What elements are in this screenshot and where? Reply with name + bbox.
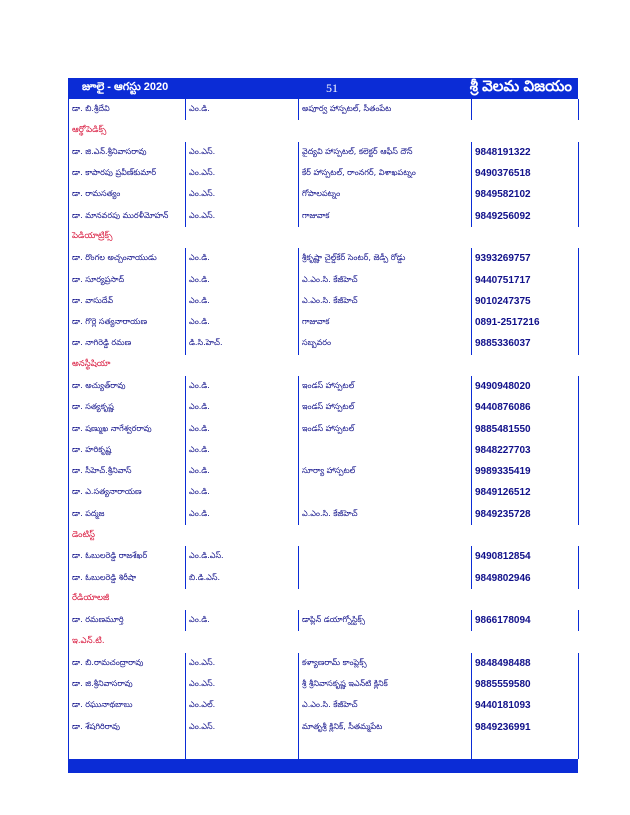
doctor-name: డా. బి.రామచంద్రారావు [69,653,186,674]
table-row [69,546,579,567]
category-filler-cell [472,631,579,652]
doctor-degree [186,738,299,759]
category-filler-cell [186,525,299,546]
table-row [69,163,579,184]
category-filler-cell [472,525,579,546]
doctor-phone: 9010247375 [472,291,579,312]
table-row [69,504,579,525]
doctor-hospital: డాప్లిన్ డయాగ్నోస్టిక్స్ [299,610,472,631]
doctor-degree: ఎం.ఎస్. [186,184,299,205]
table-row [69,717,579,738]
category-filler-cell [299,120,472,141]
doctor-degree: ఎం.డి. [186,312,299,333]
table-row [69,99,579,120]
category-filler-cell [186,227,299,248]
doctor-name: డా. కాపారపు ప్రవీణ్‌కుమార్ [69,163,186,184]
category-filler-cell [186,631,299,652]
table-row [69,376,579,397]
doctor-hospital: శ్రీకృష్ణా చైల్డ్‌కేర్ సెంటర్, జెడ్పీ రోడ్డు [299,248,472,269]
doctor-hospital: ఎ.ఎం.సి. కేజీహెచ్ [299,695,472,716]
doctor-phone: 9849235728 [472,504,579,525]
doctor-hospital: గాజువాక [299,312,472,333]
doctor-degree: ఎం.ఎస్. [186,653,299,674]
category-filler-cell [472,120,579,141]
doctor-degree: ఎం.డి. [186,291,299,312]
category-row [69,525,579,546]
table-row [69,653,579,674]
category-label: రేడియాలజీ [69,589,186,610]
doctor-degree: ఎం.డి. [186,376,299,397]
doctor-phone: 9848191322 [472,142,579,163]
doctor-hospital: గాజువాక [299,205,472,226]
table-row [69,312,579,333]
category-row [69,120,579,141]
table-row [69,269,579,290]
doctor-hospital: ఎ.ఎం.సి. కేజీహెచ్ [299,291,472,312]
table-row [69,568,579,589]
doctor-hospital: కళ్యాణరామ్ కాంప్లెక్స్ [299,653,472,674]
table-row [69,333,579,354]
category-filler-cell [186,355,299,376]
table-row [69,184,579,205]
doctor-degree: ఎం.డి. [186,461,299,482]
doctor-hospital [299,440,472,461]
category-label: ఇ.ఎన్.టి. [69,631,186,652]
doctor-name: డా. వాసుదేవ్ [69,291,186,312]
doctor-name [69,738,186,759]
doctor-hospital: ఇండస్ హాస్పటల్ [299,376,472,397]
table-row [69,440,579,461]
category-label: అనస్థీషియా [69,355,186,376]
doctor-degree: ఎం.డి. [186,397,299,418]
category-filler-cell [186,120,299,141]
doctor-degree: ఎం.ఎస్. [186,717,299,738]
doctor-name: డా. ఎ.సత్యనారాయణ [69,482,186,503]
doctor-name: డా. రామసత్యం [69,184,186,205]
category-filler-cell [472,589,579,610]
doctor-degree: ఎం.డి. [186,248,299,269]
category-filler-cell [299,227,472,248]
doctor-degree: ఎం.డి. [186,418,299,439]
doctor-name: డా. జి.శ్రీనివాసరావు [69,674,186,695]
doctor-name: డా. సూర్యప్రసాద్ [69,269,186,290]
doctor-name: డా. జి.ఎన్.శ్రీనివాసరావు [69,142,186,163]
table-row [69,738,579,759]
category-filler-cell [299,355,472,376]
doctor-phone: 9885559580 [472,674,579,695]
doctor-phone: 9989335419 [472,461,579,482]
doctor-degree: ఎం.డి. [186,269,299,290]
category-row [69,631,579,652]
doctor-phone: 9440181093 [472,695,579,716]
doctor-degree: ఎం.డి. [186,440,299,461]
doctor-name: డా. షణ్ముఖ నాగేశ్వరరావు [69,418,186,439]
doctor-hospital: అపూర్వ హాస్పటల్, సీతంపేట [299,99,472,120]
category-row [69,355,579,376]
doctor-degree: ఎం.డి. [186,610,299,631]
category-filler-cell [299,631,472,652]
table-row [69,610,579,631]
doctor-name: డా. ఓబులరెడ్డి రాజశేఖర్ [69,546,186,567]
category-label: డెంటిస్ట్ [69,525,186,546]
doctor-phone [472,99,579,120]
doctor-name: డా. రమణమూర్తి [69,610,186,631]
doctor-degree: డి.సి.హెచ్. [186,333,299,354]
doctor-phone: 9440751717 [472,269,579,290]
doctor-name: డా. శేషగిరిరావు [69,717,186,738]
doctor-hospital [299,482,472,503]
doctor-phone: 9885481550 [472,418,579,439]
doctor-hospital: ఎ.ఎం.సి. కేజీహెచ్ [299,504,472,525]
doctor-degree: ఎం.డి. [186,99,299,120]
doctor-phone: 0891-2517216 [472,312,579,333]
category-filler-cell [472,355,579,376]
page-footer-bar [68,759,578,773]
doctor-degree: ఎం.డి. [186,504,299,525]
doctor-phone: 9490376518 [472,163,579,184]
doctor-hospital: ఇండస్ హాస్పటల్ [299,418,472,439]
doctor-hospital: ఎ.ఎం.సి. కేజీహెచ్ [299,269,472,290]
table-row [69,482,579,503]
table-row [69,461,579,482]
doctor-name: డా. హరికృష్ణ [69,440,186,461]
doctor-degree: ఎం.ఎస్. [186,674,299,695]
doctor-phone: 9849582102 [472,184,579,205]
doctor-degree: బి.డి.ఎస్. [186,568,299,589]
doctor-hospital: శ్రీ శ్రీనివాసకృష్ణ ఇఎన్‌టి క్లినిక్ [299,674,472,695]
doctor-hospital: ఇండస్ హాస్పటల్ [299,397,472,418]
issue-date: జూలై - ఆగస్టు 2020 [82,81,169,93]
doctor-degree: ఎం.ఎస్. [186,205,299,226]
doctor-hospital: సూర్యా హాస్పటల్ [299,461,472,482]
table-row [69,142,579,163]
doctor-phone: 9849802946 [472,568,579,589]
doctor-phone: 9490812854 [472,546,579,567]
doctor-hospital [299,738,472,759]
doctor-degree: ఎం.డి. [186,482,299,503]
doctor-hospital [299,568,472,589]
category-filler-cell [299,525,472,546]
doctor-name: డా. రఘునాథబాబు [69,695,186,716]
doctors-table [68,99,579,759]
doctor-degree: ఎం.డి.ఎస్. [186,546,299,567]
category-filler-cell [186,589,299,610]
table-row [69,248,579,269]
doctor-degree: ఎం.ఎస్. [186,142,299,163]
doctor-degree: ఎం.ఎల్. [186,695,299,716]
table-row [69,291,579,312]
page-header [68,78,578,99]
doctor-hospital: సబ్బవరం [299,333,472,354]
doctor-hospital: వైద్యవి హాస్పటల్, కలెక్టర్ ఆఫీస్ దౌన్ [299,142,472,163]
category-row [69,227,579,248]
doctor-phone: 9490948020 [472,376,579,397]
doctor-name: డా. బి.శ్రీదేవి [69,99,186,120]
category-filler-cell [299,589,472,610]
category-filler-cell [472,227,579,248]
doctor-phone: 9885336037 [472,333,579,354]
page-number: 51 [326,81,338,95]
doctor-name: డా. సీహెచ్.శ్రీనివాస్ [69,461,186,482]
doctor-name: డా. మానవరపు మురళీమోహన్ [69,205,186,226]
table-row [69,674,579,695]
doctor-phone: 9849256092 [472,205,579,226]
doctor-phone: 9440876086 [472,397,579,418]
table-row [69,205,579,226]
doctor-name: డా. సత్యకృష్ణ [69,397,186,418]
doctor-phone [472,738,579,759]
doctor-name: డా. నాగిరెడ్డి రమణ [69,333,186,354]
table-row [69,418,579,439]
doctor-name: డా. గొర్లె సత్యనారాయణ [69,312,186,333]
doctor-name: డా. అచ్యుత్‌రావు [69,376,186,397]
doctor-phone: 9866178094 [472,610,579,631]
directory-page [68,78,578,773]
doctor-hospital [299,546,472,567]
table-row [69,397,579,418]
doctor-name: డా. పద్మజ [69,504,186,525]
doctor-phone: 9848227703 [472,440,579,461]
category-label: ఆర్థోపెడిక్స్ [69,120,186,141]
doctor-name: డా. రొంగల అచ్చంనాయుడు [69,248,186,269]
magazine-title: శ్రీ వెలమ విజయం [469,78,572,95]
doctor-phone: 9849126512 [472,482,579,503]
doctor-hospital: మాతృశ్రీ క్లినిక్, సీతమ్మపేట [299,717,472,738]
doctor-phone: 9849236991 [472,717,579,738]
doctors-table-body [69,99,579,759]
doctor-hospital: గోపాలపట్నం [299,184,472,205]
doctor-hospital: కేర్ హాస్పటల్, రాంనగర్, విశాఖపట్నం [299,163,472,184]
doctor-phone: 9848498488 [472,653,579,674]
table-row [69,695,579,716]
doctor-degree: ఎం.ఎస్. [186,163,299,184]
category-row [69,589,579,610]
category-label: పెడియాట్రిక్స్ [69,227,186,248]
doctor-name: డా. ఓబులరెడ్డి శిరీషా [69,568,186,589]
doctor-phone: 9393269757 [472,248,579,269]
